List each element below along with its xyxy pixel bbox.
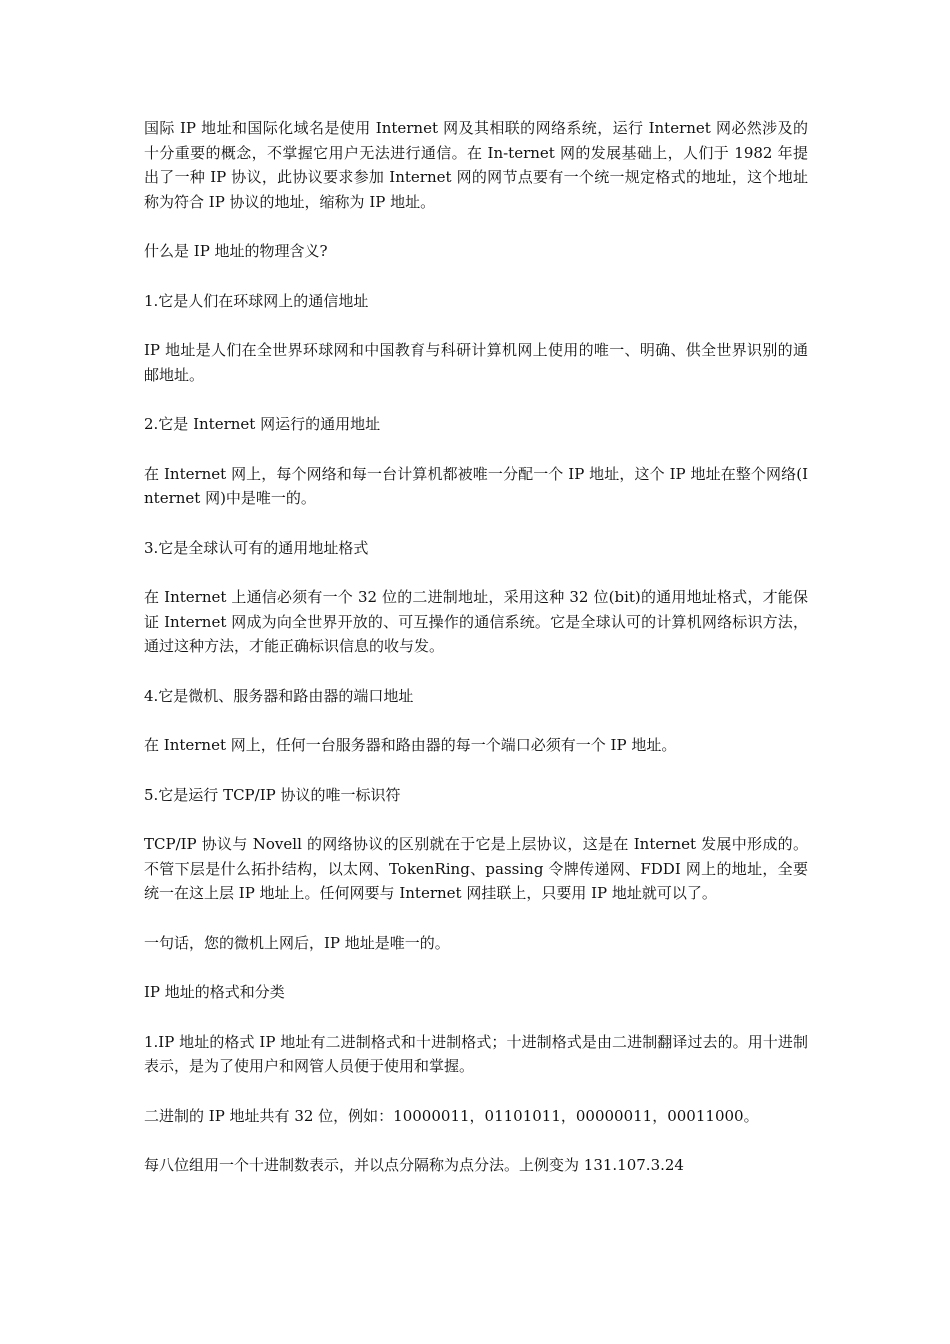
heading-point-5: 5.它是运行 TCP/IP 协议的唯一标识符 — [144, 785, 401, 804]
paragraph-dotted-decimal: 每八位组用一个十进制数表示，并以点分隔称为点分法。上例变为 131.107.3.24 — [144, 1156, 684, 1174]
paragraph-point-1: IP 地址是人们在全世界环球网和中国教育与科研计算机网上使用的唯一、明确、供全世界识别的通邮地址。 — [144, 341, 808, 384]
paragraph-point-2: 在 Internet 网上，每个网络和每一台计算机都被唯一分配一个 IP 地址，这个 IP 地址在整个网络(Internet 网)中是唯一的。 — [144, 464, 808, 507]
paragraph-point-4: 在 Internet 网上，任何一台服务器和路由器的每一个端口必须有一个 IP 地址。 — [144, 736, 677, 754]
document-body — [144, 116, 808, 1203]
heading-point-2: 2.它是 Internet 网运行的通用地址 — [144, 415, 381, 433]
paragraph-intro: 国际 IP 地址和国际化域名是使用 Internet 网及其相联的网络系统，运行 Internet 网必然涉及的十分重要的概念，不掌握它用户无法进行通信。在 In-ternet 网的发展基础上，人们于 1982 年提出了一种 IP 协议，此协议要求参加 Internet 网的网节点要有一个统一规定格式的地址，这个地址称为符合 IP 协议的地址，缩称为 IP 地址。 — [144, 119, 808, 211]
paragraph-binary-example: 二进制的 IP 地址共有 32 位，例如：10000011，01101011，00000011，00011000。 — [144, 1106, 759, 1125]
paragraph-summary: 一句话，您的微机上网后，IP 地址是唯一的。 — [144, 933, 450, 952]
paragraph-point-5: TCP/IP 协议与 Novell 的网络协议的区别就在于它是上层协议，这是在 Internet 发展中形成的。不管下层是什么拓扑结构，以太网、TokenRing、passing 令牌传递网、FDDI 网上的地址，全要统一在这上层 IP 地址上。任何网要与 Internet 网挂联上，只要用 IP 地址就可以了。 — [144, 835, 808, 902]
heading-ip-physical-meaning: 什么是 IP 地址的物理含义? — [144, 242, 328, 260]
heading-ip-format-classes: IP 地址的格式和分类 — [144, 983, 285, 1001]
heading-point-3: 3.它是全球认可有的通用地址格式 — [144, 538, 369, 557]
paragraph-format-1: 1.IP 地址的格式 IP 地址有二进制格式和十进制格式；十进制格式是由二进制翻译过去的。用十进制表示，是为了使用户和网管人员便于使用和掌握。 — [144, 1032, 808, 1075]
heading-point-4: 4.它是微机、服务器和路由器的端口地址 — [144, 686, 414, 705]
paragraph-point-3: 在 Internet 上通信必须有一个 32 位的二进制地址，采用这种 32 位(bit)的通用地址格式，才能保证 Internet 网成为向全世界开放的、可互操作的通信系统。它是全球认可的计算机网络标识方法，通过这种方法，才能正确标识信息的收与发。 — [144, 588, 808, 655]
heading-point-1: 1.它是人们在环球网上的通信地址 — [144, 291, 369, 310]
